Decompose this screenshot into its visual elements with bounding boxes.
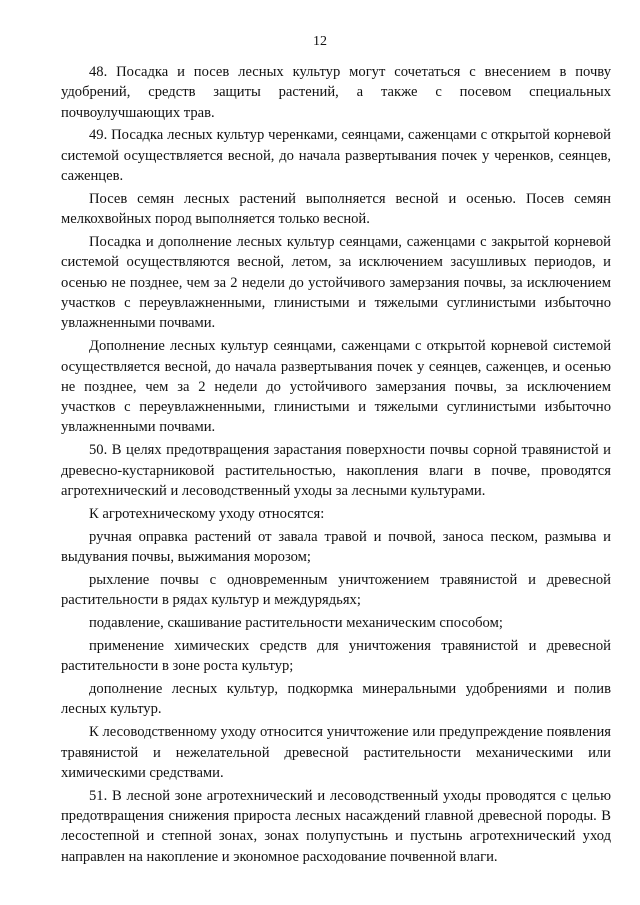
- list-item-manual-correction: ручная оправка растений от завала травой и почвой, заноса песком, размыва и выдувания почвы, выжимания морозом;: [61, 528, 611, 565]
- paragraph-51: 51. В лесной зоне агротехнический и лесоводственный уходы проводятся с целью предотвращения снижения прироста лесных насаждений главной древесной породы. В лесостепной и степной зонах, зонах полупустынь и пустынь агротехнический уход направлен на накопление и экономное расходование почвенной влаги.: [61, 787, 611, 865]
- paragraph-48: 48. Посадка и посев лесных культур могут сочетаться с внесением в почву удобрений, средств защиты растений, а также с посевом специальных почвоулучшающих трав.: [61, 64, 611, 121]
- list-item-supplement: дополнение лесных культур, подкормка минеральными удобрениями и полив лесных культур.: [61, 681, 611, 718]
- paragraph-agrotech-intro: К агротехническому уходу относятся:: [89, 505, 325, 522]
- paragraph-50: 50. В целях предотвращения зарастания поверхности почвы сорной травянистой и древесно-кустарниковой растительностью, накопления влаги в почве, проводятся агротехнический и лесоводственный уходы за лесными культурами.: [61, 442, 611, 499]
- paragraph-closed-root: Посадка и дополнение лесных культур сеянцами, саженцами с закрытой корневой системой осуществляются весной, летом, за исключением засушливых периодов, и осенью не позднее, чем за 2 недели до устойчивого замерзания почвы, за исключением участков с переувлажненными, глинистыми и тяжелыми суглинистыми избыточно увлажненными почвами.: [61, 234, 611, 332]
- paragraph-sowing: Посев семян лесных растений выполняется весной и осенью. Посев семян мелкохвойных пород выполняется только весной.: [61, 190, 611, 228]
- paragraph-silvicultural: К лесоводственному уходу относится уничтожение или предупреждение появления травянистой и нежелательной древесной растительности механическими или химическими средствами.: [61, 724, 611, 781]
- list-item-loosening: рыхление почвы с одновременным уничтожением травянистой и древесной растительности в рядах культур и междурядьях;: [61, 571, 611, 609]
- list-item-chemicals: применение химических средств для уничтожения травянистой и древесной растительности в зоне роста культур;: [61, 637, 611, 675]
- paragraph-49: 49. Посадка лесных культур черенками, сеянцами, саженцами с открытой корневой системой осуществляется весной, до начала развертывания почек у черенков, сеянцев, саженцев.: [61, 127, 611, 185]
- page-number: 12: [313, 34, 327, 49]
- list-item-mowing: подавление, скашивание растительности механическим способом;: [89, 615, 503, 632]
- document-body: [61, 62, 611, 870]
- paragraph-open-root: Дополнение лесных культур сеянцами, саженцами с открытой корневой системой осуществляется весной, до начала развертывания почек у сеянцев, саженцев, и осенью не позднее, чем за 2 недели до устойчивого замерзания почвы, за исключением участков с переувлажненными, глинистыми и тяжелыми суглинистыми избыточно увлажненными почвами.: [61, 338, 611, 436]
